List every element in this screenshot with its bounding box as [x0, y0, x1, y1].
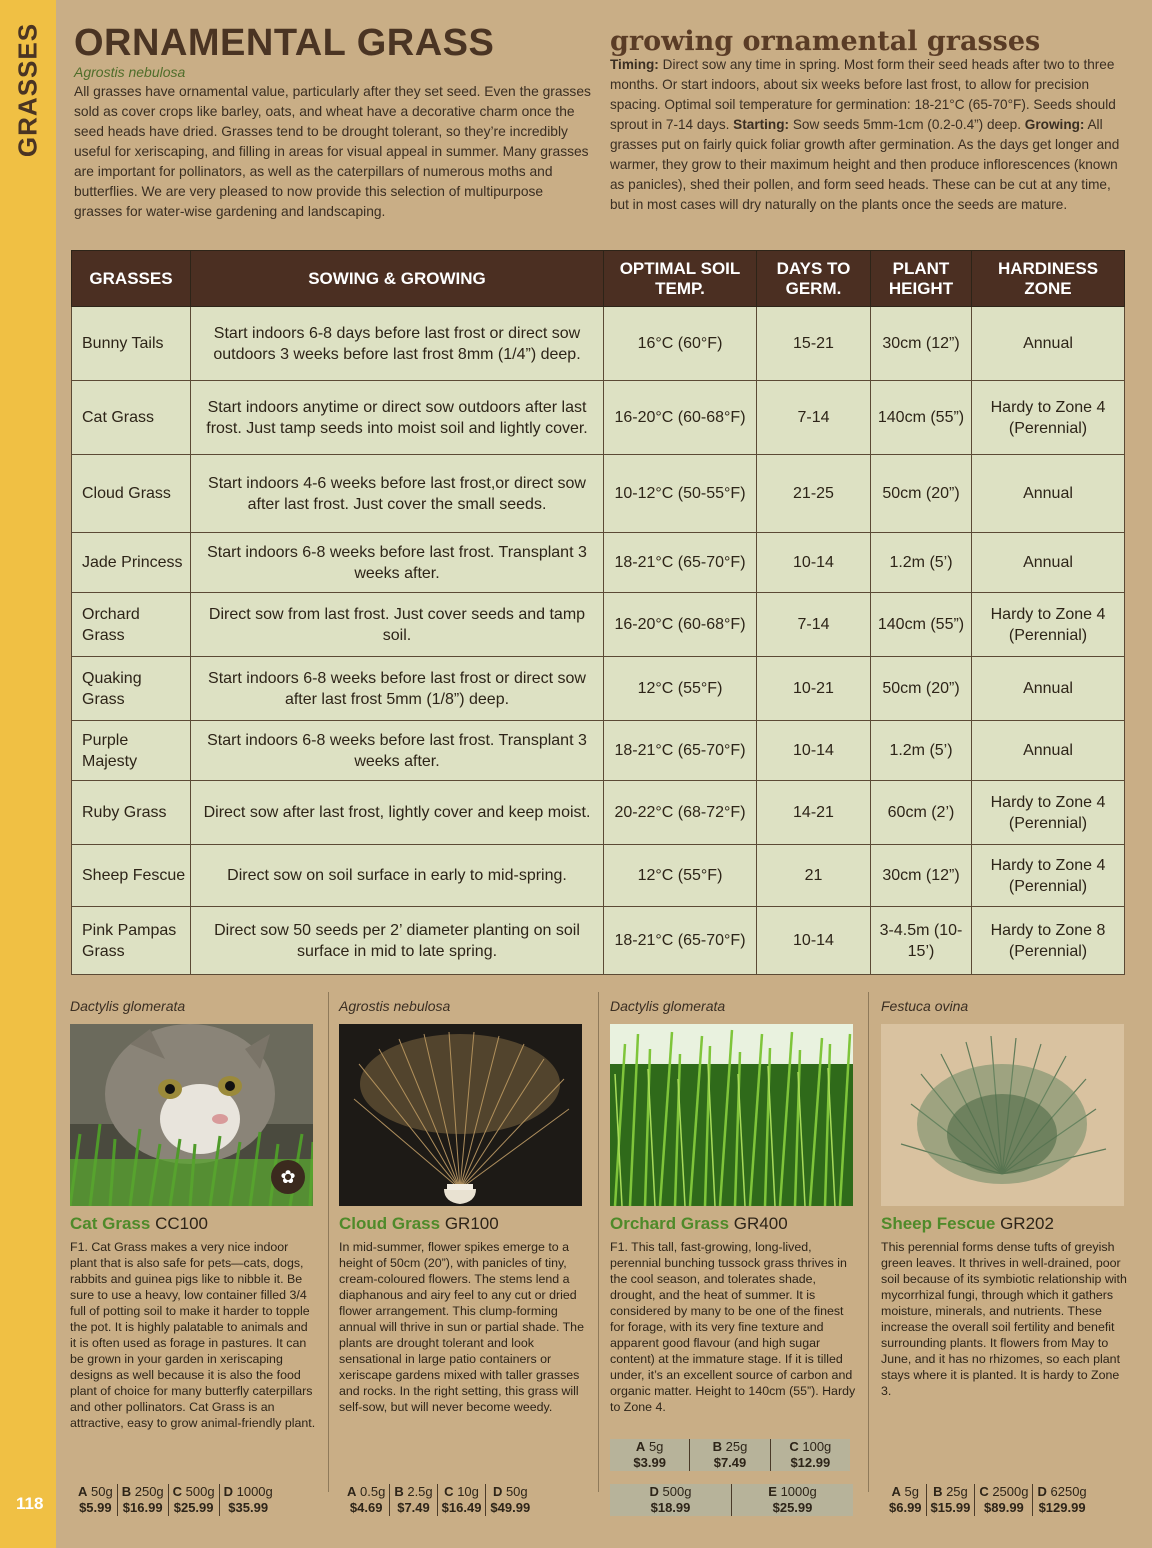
sheep-fescue-photo — [881, 1024, 1124, 1206]
table-cell: 7-14 — [757, 593, 871, 657]
table-cell: Start indoors 6-8 days before last frost or direct sow outdoors 3 weeks before last frost 8mm (1/4”) deep. — [191, 307, 604, 381]
size-letter: A — [347, 1484, 357, 1499]
price: $3.99 — [633, 1455, 666, 1470]
table-header-cell: SOWING & GROWING — [191, 251, 604, 307]
growing-text: All grasses put on fairly quick foliar growth after germination. As the days get longer and warmer, they grow to their maximum height and then produce inflorescences (known as panicles), shed their pollen, and form seed heads. These can be cut at any time, but in most cases will dry naturally on the plants once the seeds are mature. — [610, 117, 1120, 212]
package-size: 2.5g — [407, 1484, 433, 1499]
timing-text: Direct sow any time in spring. Most form their seed heads after two to three months. Or start indoors, about six weeks before last frost, to allow for precision spacing. Optimal soil temperature for germination: 18-21°C (65-70°F). Seeds should sprout in 7-14 days. — [610, 57, 1116, 132]
table-cell: 12°C (55°F) — [604, 845, 757, 907]
table-cell: 7-14 — [757, 381, 871, 455]
table-cell: Annual — [972, 721, 1125, 781]
table-header-cell: GRASSES — [72, 251, 191, 307]
size-letter: B — [712, 1439, 723, 1454]
table-cell: 16°C (60°F) — [604, 307, 757, 381]
product-orchard-grass — [610, 998, 856, 1415]
timing-label: Timing: — [610, 57, 659, 72]
price-options-cloud-grass — [343, 1484, 534, 1516]
growing-paragraph — [610, 55, 1125, 215]
size-letter: A — [78, 1484, 88, 1499]
pet-safe-icon: ✿ — [271, 1160, 305, 1194]
table-cell: 16-20°C (60-68°F) — [604, 381, 757, 455]
page-title: ORNAMENTAL GRASS — [74, 22, 495, 64]
table-cell: Hardy to Zone 4 (Perennial) — [972, 781, 1125, 845]
table-row — [72, 593, 1125, 657]
table-cell: 16-20°C (60-68°F) — [604, 593, 757, 657]
starting-text: Sow seeds 5mm-1cm (0.2-0.4”) deep. — [792, 117, 1022, 132]
table-cell: Hardy to Zone 4 (Perennial) — [972, 845, 1125, 907]
table-cell: Hardy to Zone 4 (Perennial) — [972, 593, 1125, 657]
price-option[interactable] — [689, 1439, 769, 1471]
price-options-orchard-grass-2 — [610, 1484, 853, 1516]
package-size: 25g — [946, 1484, 968, 1499]
product-name: Cloud Grass — [339, 1214, 441, 1233]
product-title — [881, 1214, 1127, 1234]
column-divider — [328, 992, 329, 1492]
table-row — [72, 381, 1125, 455]
price-option[interactable] — [610, 1484, 731, 1516]
grass-name-cell: Sheep Fescue — [72, 845, 191, 907]
size-letter: A — [891, 1484, 901, 1499]
product-code: GR202 — [1000, 1214, 1054, 1233]
package-size: 2500g — [992, 1484, 1029, 1499]
price-option[interactable] — [485, 1484, 534, 1516]
size-letter: B — [394, 1484, 404, 1499]
product-description: In mid-summer, flower spikes emerge to a height of 50cm (20”), with panicles of tiny, cream-coloured flowers. The stems lend a diaphanous and airy feel to any cut or dried flower arrangement. This clump-forming annual will thrive in sun or partial shade. The plants are drought tolerant and look sensational in large patio containers or xeriscape gardens mixed with taller grasses and rocks. In the right setting, this grass will self-sow, but will never become weedy. — [339, 1240, 584, 1414]
page-latin-name: Agrostis nebulosa — [74, 64, 186, 80]
size-letter: B — [933, 1484, 943, 1499]
product-sheep-fescue — [881, 998, 1127, 1399]
sidebar — [0, 0, 56, 1548]
table-cell: Direct sow 50 seeds per 2’ diameter planting on soil surface in mid to late spring. — [191, 907, 604, 975]
product-scientific-name: Agrostis nebulosa — [339, 998, 451, 1014]
page-number: 118 — [16, 1494, 44, 1513]
table-cell: 50cm (20”) — [871, 657, 972, 721]
size-letter: B — [121, 1484, 132, 1499]
price: $5.99 — [79, 1500, 112, 1515]
growing-label: Growing: — [1024, 117, 1085, 132]
table-cell: 60cm (2’) — [871, 781, 972, 845]
column-divider — [598, 992, 599, 1492]
price-option[interactable] — [389, 1484, 436, 1516]
size-letter: D — [649, 1484, 659, 1499]
size-letter: C — [172, 1484, 183, 1499]
price-option[interactable] — [168, 1484, 219, 1516]
package-size: 5g — [648, 1439, 664, 1454]
table-cell: 18-21°C (65-70°F) — [604, 721, 757, 781]
package-size: 50g — [91, 1484, 113, 1499]
table-cell: 10-14 — [757, 533, 871, 593]
package-size: 10g — [457, 1484, 479, 1499]
grass-table — [71, 250, 1125, 975]
table-cell: Start indoors 4-6 weeks before last frost,or direct sow after last frost. Just cover the small seeds. — [191, 455, 604, 533]
product-code: GR100 — [444, 1214, 499, 1233]
price-option[interactable] — [770, 1439, 850, 1471]
section-label: GRASSES — [12, 22, 43, 158]
price-option[interactable] — [437, 1484, 486, 1516]
table-row — [72, 845, 1125, 907]
product-scientific-name: Festuca ovina — [881, 998, 969, 1014]
price-option[interactable] — [926, 1484, 975, 1516]
table-row — [72, 455, 1125, 533]
price: $6.99 — [889, 1500, 922, 1515]
table-cell: Direct sow after last frost, lightly cover and keep moist. — [191, 781, 604, 845]
price-option[interactable] — [974, 1484, 1032, 1516]
product-name: Sheep Fescue — [881, 1214, 996, 1233]
price-option[interactable] — [610, 1439, 689, 1471]
product-scientific-name: Dactylis glomerata — [70, 998, 186, 1014]
price: $89.99 — [984, 1500, 1024, 1515]
intro-paragraph: All grasses have ornamental value, particularly after they set seed. Even the grasses sold as cover crops like barley, oats, and wheat have a decorative charm once the seed heads have dried. Grasses tend to be drought tolerant, so they’re incredibly useful for xeriscaping, and filling in areas for visual appeal in summer. Many grasses are important for pollinators, as well as the caterpillars of numerous moths and butterflies. We are very pleased to now provide this selection of multipurpose grasses for water-wise gardening and landscaping. — [74, 84, 591, 219]
price: $49.99 — [490, 1500, 531, 1515]
price: $16.49 — [441, 1500, 482, 1515]
grass-name-cell: Bunny Tails — [72, 307, 191, 381]
table-cell: 14-21 — [757, 781, 871, 845]
table-header-cell: PLANT HEIGHT — [871, 251, 972, 307]
price: $35.99 — [228, 1500, 269, 1515]
price-option[interactable] — [885, 1484, 926, 1516]
price-options-cat-grass — [74, 1484, 277, 1516]
package-size: 500g — [662, 1484, 692, 1499]
table-cell: 21-25 — [757, 455, 871, 533]
cat-grass-photo — [70, 1024, 313, 1206]
product-description: F1. Cat Grass makes a very nice indoor plant that is also safe for pets—cats, dogs, rabbits and guinea pigs like to nibble it. Be sure to use a heavy, low container filled 3/4 full of potting soil to make it harder to topple the pot. It is highly palatable to animals and it is often used as forage in pastures. It can be grown in your garden in xeriscaping designs as well because it is also the food plant of choice for many butterfly caterpillars and other pollinators. Cat Grass is an attractive, easy to grow animal-friendly plant. — [70, 1240, 316, 1430]
price: $4.69 — [349, 1500, 383, 1515]
grass-name-cell: Cloud Grass — [72, 455, 191, 533]
table-cell: 21 — [757, 845, 871, 907]
table-cell: Annual — [972, 533, 1125, 593]
table-cell: 1.2m (5’) — [871, 533, 972, 593]
price-option[interactable] — [1032, 1484, 1090, 1516]
table-row — [72, 907, 1125, 975]
package-size: 250g — [134, 1484, 164, 1499]
column-divider — [868, 992, 869, 1492]
table-row — [72, 657, 1125, 721]
table-header-cell: HARDINESS ZONE — [972, 251, 1125, 307]
grass-name-cell: Jade Princess — [72, 533, 191, 593]
table-cell: Start indoors anytime or direct sow outdoors after last frost. Just tamp seeds into moist soil and lightly cover. — [191, 381, 604, 455]
size-letter: C — [789, 1439, 799, 1454]
size-letter: D — [492, 1484, 503, 1499]
growing-title: growing ornamental grasses — [610, 26, 1041, 57]
grass-name-cell: Ruby Grass — [72, 781, 191, 845]
price: $7.49 — [397, 1500, 430, 1515]
table-row — [72, 307, 1125, 381]
table-cell: 30cm (12”) — [871, 845, 972, 907]
orchard-grass-photo — [610, 1024, 853, 1206]
product-description: F1. This tall, fast-growing, long-lived, perennial bunching tussock grass thrives in the cool season, and tolerates shade, drought, and the heat of summer. It is considered by many to be one of the finest for forage, with its very fine texture and apparent good flavour (and high sugar content) at the immature stage. If it is tilled under, it’s an excellent source of carbon and organic matter. Height to 140cm (55”). Hardy to Zone 4. — [610, 1240, 856, 1414]
package-size: 500g — [185, 1484, 215, 1499]
grass-name-cell: Quaking Grass — [72, 657, 191, 721]
table-cell: 18-21°C (65-70°F) — [604, 907, 757, 975]
size-letter: C — [979, 1484, 989, 1499]
table-cell: 20-22°C (68-72°F) — [604, 781, 757, 845]
table-header-row — [72, 251, 1125, 307]
table-cell: 140cm (55”) — [871, 593, 972, 657]
price: $7.49 — [713, 1455, 747, 1470]
product-code: GR400 — [733, 1214, 788, 1233]
package-size: 25g — [725, 1439, 748, 1454]
product-title — [70, 1214, 316, 1234]
product-cat-grass — [70, 998, 316, 1431]
table-cell: 10-21 — [757, 657, 871, 721]
table-cell: 10-14 — [757, 721, 871, 781]
price-options-sheep-fescue — [885, 1484, 1091, 1516]
price-option[interactable] — [731, 1484, 853, 1516]
table-cell: Direct sow on soil surface in early to mid-spring. — [191, 845, 604, 907]
price: $25.99 — [173, 1500, 214, 1515]
size-letter: D — [1037, 1484, 1047, 1499]
table-cell: 1.2m (5’) — [871, 721, 972, 781]
table-cell: Hardy to Zone 4 (Perennial) — [972, 381, 1125, 455]
table-cell: Start indoors 6-8 weeks before last frost. Transplant 3 weeks after. — [191, 721, 604, 781]
table-cell: Start indoors 6-8 weeks before last frost. Transplant 3 weeks after. — [191, 533, 604, 593]
table-cell: 18-21°C (65-70°F) — [604, 533, 757, 593]
product-name: Orchard Grass — [610, 1214, 730, 1233]
table-row — [72, 781, 1125, 845]
cloud-grass-photo — [339, 1024, 582, 1206]
table-cell: 15-21 — [757, 307, 871, 381]
price-option[interactable] — [343, 1484, 389, 1516]
table-cell: 30cm (12”) — [871, 307, 972, 381]
table-cell: Direct sow from last frost. Just cover seeds and tamp soil. — [191, 593, 604, 657]
table-cell: Annual — [972, 657, 1125, 721]
table-row — [72, 721, 1125, 781]
grass-name-cell: Orchard Grass — [72, 593, 191, 657]
price-options-orchard-grass-1 — [610, 1439, 850, 1471]
product-name: Cat Grass — [70, 1214, 151, 1233]
product-title — [610, 1214, 856, 1234]
table-cell: Annual — [972, 455, 1125, 533]
package-size: 1000g — [236, 1484, 273, 1499]
size-letter: D — [223, 1484, 233, 1499]
price: $16.99 — [122, 1500, 163, 1515]
product-scientific-name: Dactylis glomerata — [610, 998, 726, 1014]
table-cell: 140cm (55”) — [871, 381, 972, 455]
product-description: This perennial forms dense tufts of greyish green leaves. It thrives in well-drained, poor soil because of its symbiotic relationship with mycorrhizal fungi, through which it gathers moisture, minerals, and nutrients. These increase the overall soil fertility and benefit surrounding plants. It flowers from May to June, and it has no rhizomes, so each plant stays where it is planted. It is hardy to Zone 3. — [881, 1240, 1127, 1398]
table-cell: 10-12°C (50-55°F) — [604, 455, 757, 533]
table-cell: 10-14 — [757, 907, 871, 975]
table-row — [72, 533, 1125, 593]
starting-label: Starting: — [733, 117, 790, 132]
grass-name-cell: Purple Majesty — [72, 721, 191, 781]
grass-name-cell: Cat Grass — [72, 381, 191, 455]
price: $15.99 — [930, 1500, 971, 1515]
package-size: 1000g — [780, 1484, 817, 1499]
package-size: 100g — [802, 1439, 832, 1454]
price: $129.99 — [1038, 1500, 1086, 1515]
table-cell: 50cm (20”) — [871, 455, 972, 533]
price-option[interactable] — [219, 1484, 277, 1516]
package-size: 6250g — [1050, 1484, 1087, 1499]
package-size: 0.5g — [360, 1484, 386, 1499]
table-cell: Start indoors 6-8 weeks before last frost or direct sow after last frost 5mm (1/8”) deep. — [191, 657, 604, 721]
product-title — [339, 1214, 585, 1234]
size-letter: C — [444, 1484, 454, 1499]
table-cell: 3-4.5m (10-15’) — [871, 907, 972, 975]
package-size: 50g — [505, 1484, 528, 1499]
product-cloud-grass — [339, 998, 585, 1415]
package-size: 5g — [904, 1484, 920, 1499]
grass-name-cell: Pink Pampas Grass — [72, 907, 191, 975]
table-header-cell: OPTIMAL SOIL TEMP. — [604, 251, 757, 307]
price: $25.99 — [772, 1500, 813, 1515]
table-cell: Annual — [972, 307, 1125, 381]
price-option[interactable] — [74, 1484, 117, 1516]
price: $18.99 — [650, 1500, 691, 1515]
table-header-cell: DAYS TO GERM. — [757, 251, 871, 307]
table-cell: 12°C (55°F) — [604, 657, 757, 721]
price-option[interactable] — [117, 1484, 168, 1516]
size-letter: A — [635, 1439, 646, 1454]
product-code: CC100 — [155, 1214, 208, 1233]
size-letter: E — [768, 1484, 777, 1499]
table-cell: Hardy to Zone 8 (Perennial) — [972, 907, 1125, 975]
price: $12.99 — [790, 1455, 831, 1470]
